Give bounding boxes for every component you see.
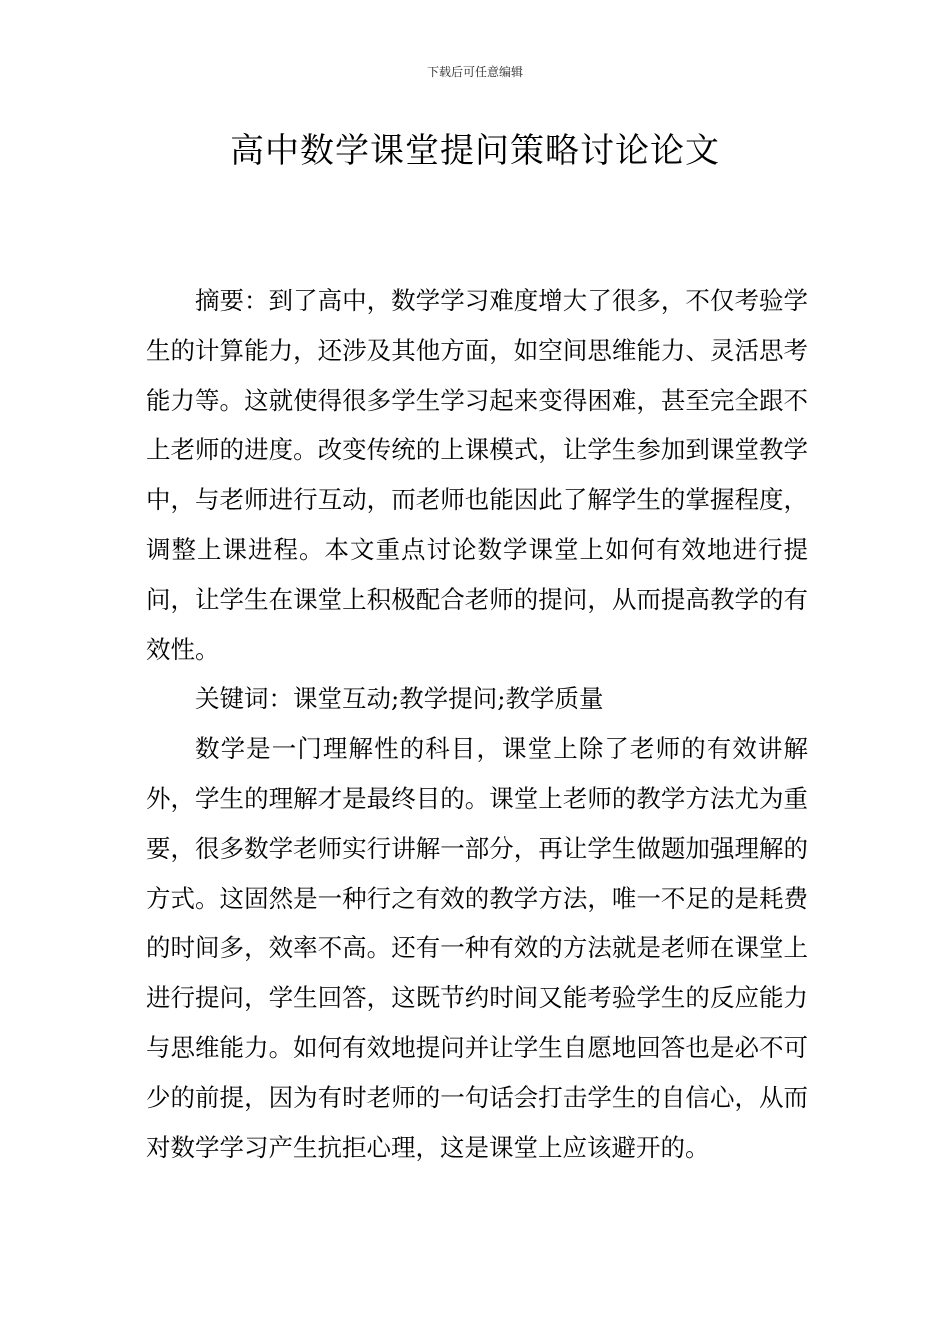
document-body xyxy=(146,276,808,1172)
header-note: 下载后可任意编辑 xyxy=(426,65,523,79)
document-title: 高中数学课堂提问策略讨论论文 xyxy=(230,131,720,171)
keywords-paragraph: 关键词：课堂互动;教学提问;教学质量 xyxy=(195,684,604,714)
abstract-paragraph: 摘要：到了高中，数学学习难度增大了很多，不仅考验学生的计算能力，还涉及其他方面，如空间思维能力、灵活思考能力等。这就使得很多学生学习起来变得困难，甚至完全跟不上老师的进度。改变传统的上课模式，让学生参加到课堂教学中，与老师进行互动，而老师也能因此了解学生的掌握程度，调整上课进程。本文重点讨论数学课堂上如何有效地进行提问，让学生在课堂上积极配合老师的提问，从而提高教学的有效性。 xyxy=(146,286,808,664)
body-paragraph: 数学是一门理解性的科目，课堂上除了老师的有效讲解外，学生的理解才是最终目的。课堂上老师的教学方法尤为重要，很多数学老师实行讲解一部分，再让学生做题加强理解的方式。这固然是一种行之有效的教学方法，唯一不足的是耗费的时间多，效率不高。还有一种有效的方法就是老师在课堂上进行提问，学生回答，这既节约时间又能考验学生的反应能力与思维能力。如何有效地提问并让学生自愿地回答也是必不可少的前提，因为有时老师的一句话会打击学生的自信心，从而对数学学习产生抗拒心理，这是课堂上应该避开的。 xyxy=(146,734,808,1162)
